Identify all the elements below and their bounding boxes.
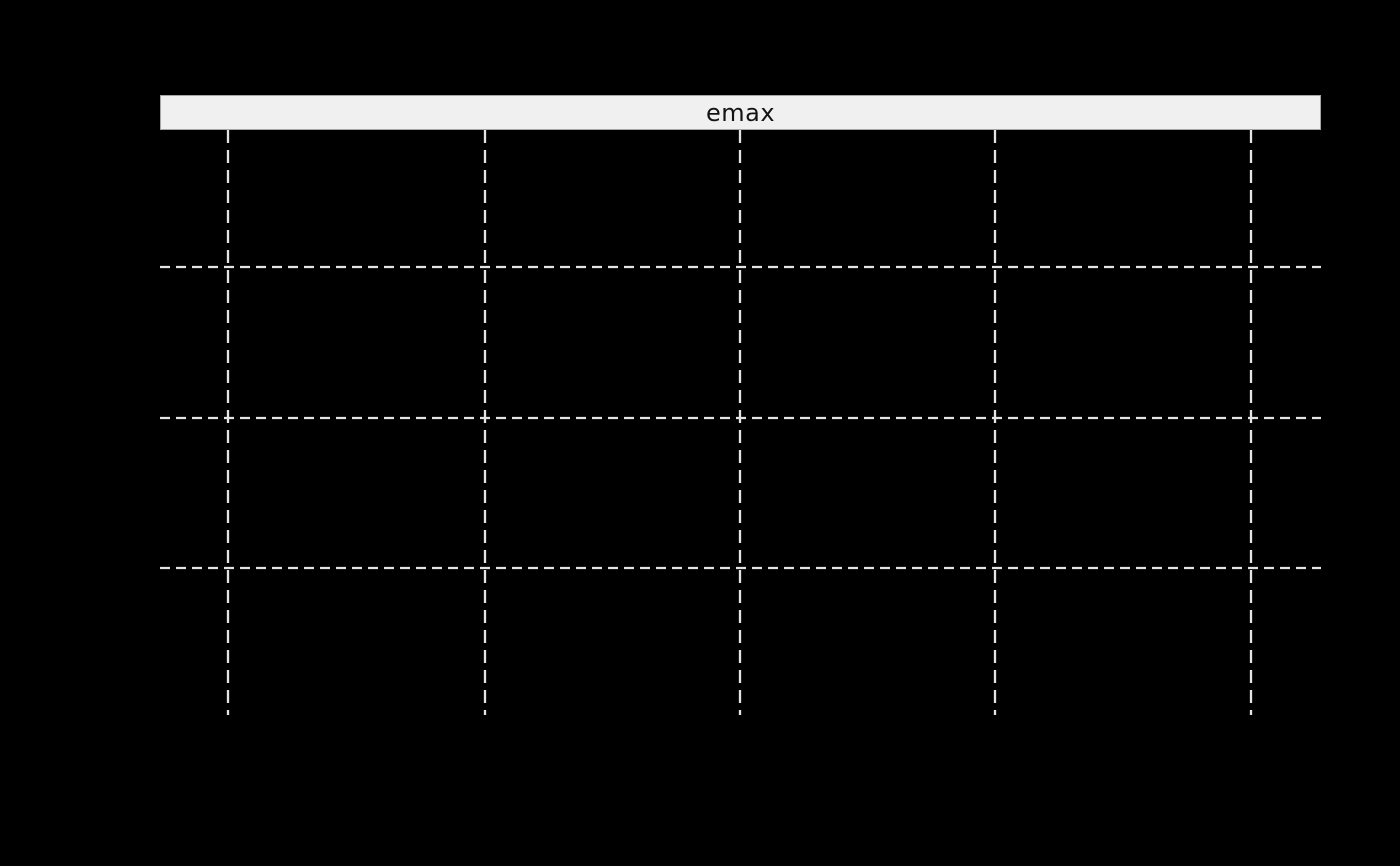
facet-strip-title: emax	[705, 98, 776, 127]
plot-panel	[160, 130, 1321, 715]
